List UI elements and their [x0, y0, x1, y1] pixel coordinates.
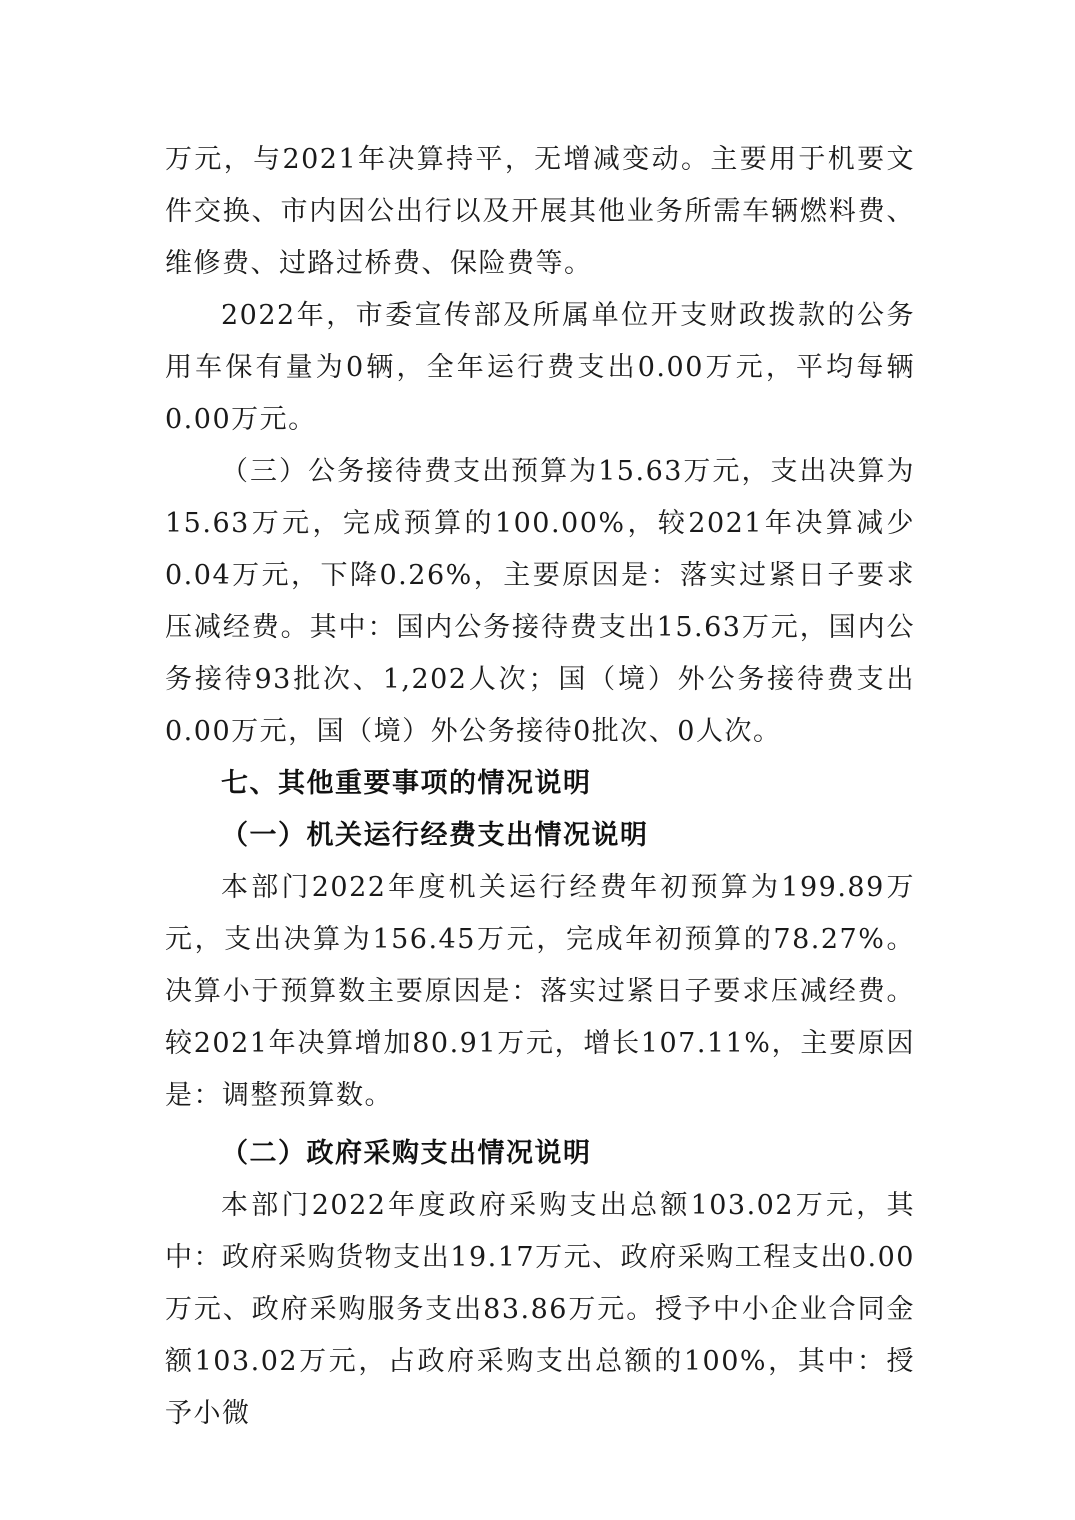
- paragraph-operating-expense: 本部门2022年度机关运行经费年初预算为199.89万元，支出决算为156.45万元，完成年初预算的78.27%。决算小于预算数主要原因是：落实过紧日子要求压减经费。较2021年决算增加80.91万元，增长107.11%，主要原因是：调整预算数。: [165, 872, 915, 1111]
- section-heading-other-matters: 七、其他重要事项的情况说明: [221, 768, 592, 799]
- document-body: [165, 134, 915, 1440]
- subsection-heading-procurement: （二）政府采购支出情况说明: [221, 1138, 592, 1169]
- paragraph-vehicle-expense-continued: 万元，与2021年决算持平，无增减变动。主要用于机要文件交换、市内因公出行以及开展其他业务所需车辆燃料费、维修费、过路过桥费、保险费等。: [165, 144, 915, 279]
- paragraph-procurement: 本部门2022年度政府采购支出总额103.02万元，其中：政府采购货物支出19.17万元、政府采购工程支出0.00万元、政府采购服务支出83.86万元。授予中小企业合同金额103.02万元，占政府采购支出总额的100%，其中：授予小微: [165, 1190, 915, 1429]
- paragraph-reception-expense: （三）公务接待费支出预算为15.63万元，支出决算为15.63万元，完成预算的100.00%，较2021年决算减少0.04万元，下降0.26%，主要原因是：落实过紧日子要求压减经费。其中：国内公务接待费支出15.63万元，国内公务接待93批次、1,202人次；国（境）外公务接待费支出0.00万元，国（境）外公务接待0批次、0人次。: [165, 456, 915, 747]
- paragraph-vehicle-count: 2022年，市委宣传部及所属单位开支财政拨款的公务用车保有量为0辆，全年运行费支出0.00万元，平均每辆0.00万元。: [165, 300, 915, 435]
- subsection-heading-operating-expense: （一）机关运行经费支出情况说明: [221, 820, 649, 851]
